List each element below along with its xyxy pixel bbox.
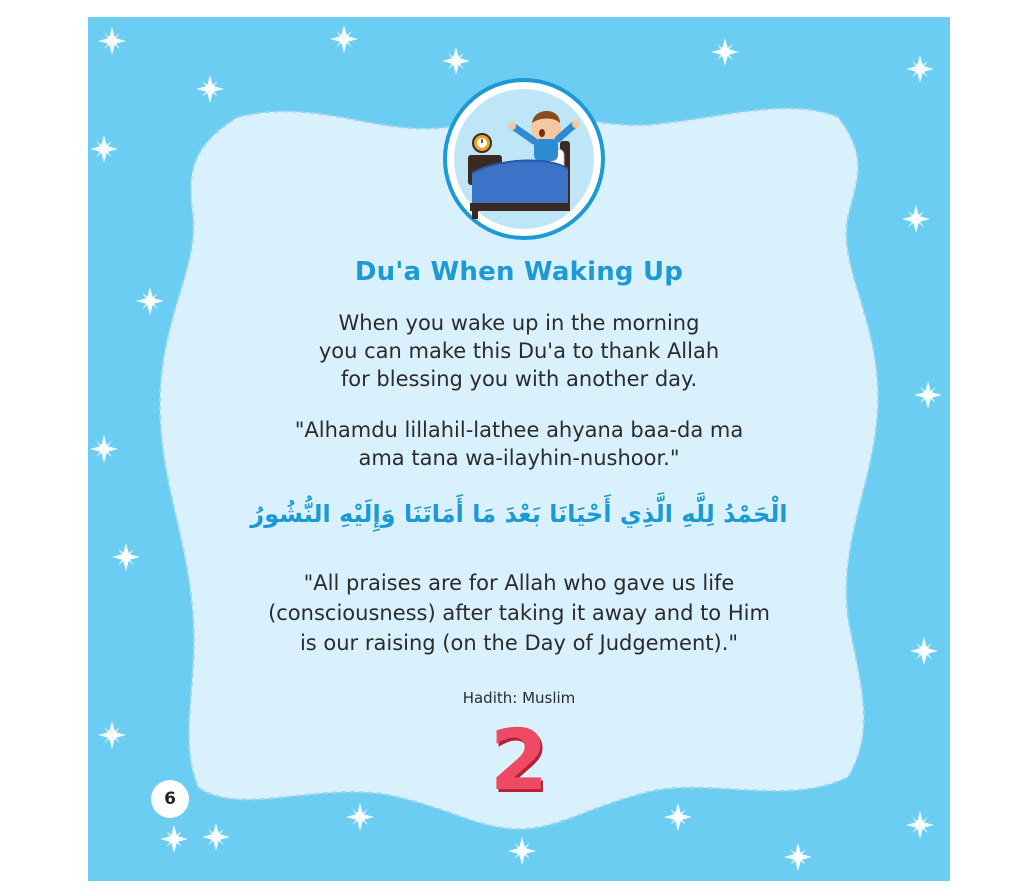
hadith-source: Hadith: Muslim [462, 689, 576, 707]
intro-line: you can make this Du'a to thank Allah [318, 339, 720, 363]
page-content [88, 17, 950, 881]
page-title: Du'a When Waking Up [354, 257, 684, 287]
intro-line: for blessing you with another day. [340, 367, 698, 391]
page-number: 6 [151, 780, 189, 818]
book-page [88, 17, 950, 881]
meaning-paragraph [88, 568, 950, 658]
dua-number: 2 [489, 711, 549, 809]
intro-paragraph [88, 309, 950, 393]
meaning-line: (consciousness) after taking it away and to Him [268, 601, 770, 625]
intro-line: When you wake up in the morning [338, 311, 700, 335]
transliteration-paragraph [88, 416, 950, 472]
transliteration-line: "Alhamdu lillahil-lathee ahyana baa-da ma [294, 418, 744, 442]
transliteration-line: ama tana wa-ilayhin-nushoor." [358, 446, 680, 470]
meaning-line: is our raising (on the Day of Judgement)." [299, 631, 739, 655]
meaning-line: "All praises are for Allah who gave us life [303, 571, 735, 595]
arabic-dua-text: الْحَمْدُ لِلَّهِ الَّذِي أَحْيَانَا بَعْدَ مَا أَمَاتَنَا وَإِلَيْهِ النُّشُورُ [250, 500, 788, 528]
